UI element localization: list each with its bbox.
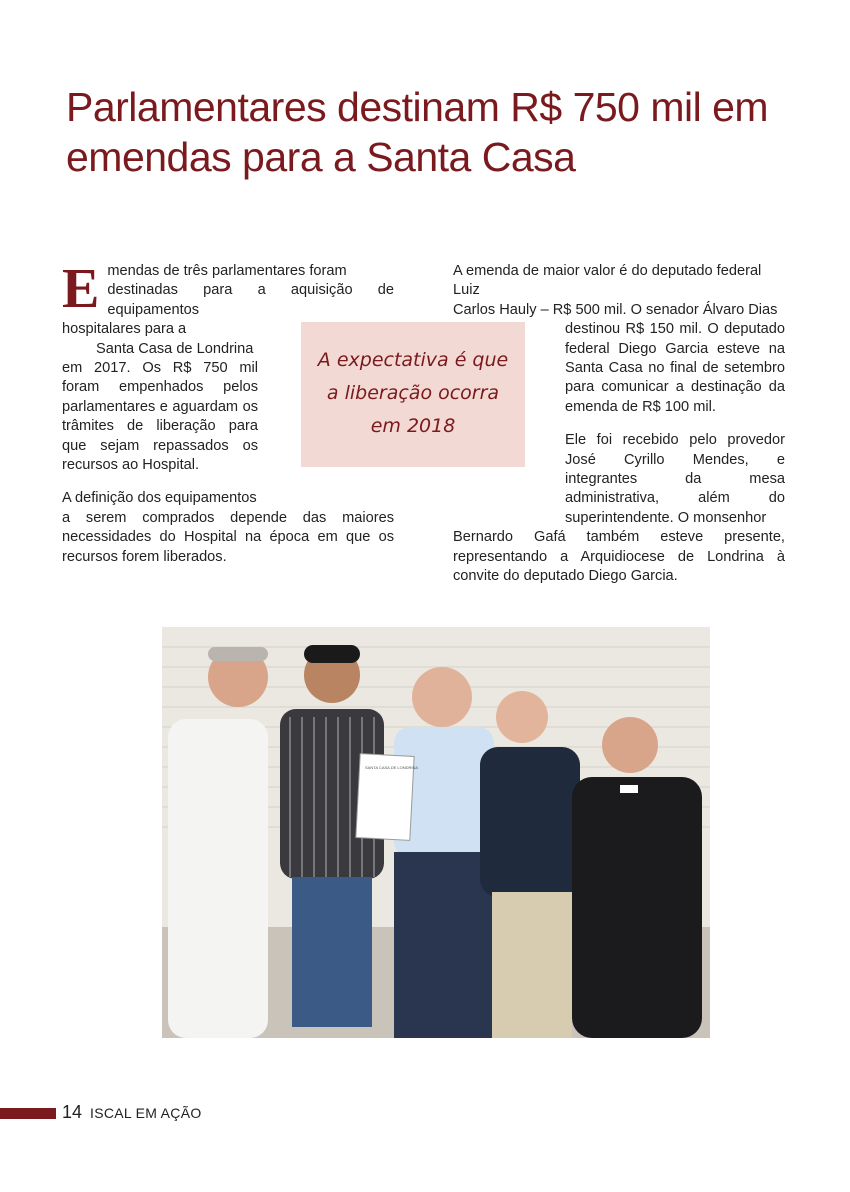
left-p1-line3: hospitalares para a xyxy=(62,321,187,338)
right-p1-line1: A emenda de maior valor é do deputado federal Luiz xyxy=(453,263,762,299)
footer-brand: ISCAL EM AÇÃO xyxy=(90,1105,202,1121)
left-p1-line1: mendas de três parlamentares foram xyxy=(107,263,347,279)
right-p1-line2: Carlos Hauly – R$ 500 mil. O senador Álvaro Dias xyxy=(453,301,778,318)
page-number: 14 xyxy=(62,1102,83,1122)
group-photo-illustration xyxy=(162,627,710,1038)
right-paragraph-2: Ele foi recebido pelo provedor José Cyrillo Mendes, e integrantes da mesa administrativa, além do superintendente. O monsenhor xyxy=(565,432,785,526)
left-paragraph-2: a serem comprados depende das maiores necessidades do Hospital na época em que os recursos forem liberados. xyxy=(62,509,394,565)
document-label: SANTA CASA DE LONDRINA xyxy=(365,765,419,770)
article-title: Parlamentares destinam R$ 750 mil em emendas para a Santa Casa xyxy=(66,84,769,180)
group-photo xyxy=(162,627,710,1038)
pull-quote: A expectativa é que a liberação ocorra em 2018 xyxy=(301,322,525,467)
right-paragraph-2-rest: Bernardo Gafá também esteve presente, representando a Arquidiocese de Londrina à convite do deputado Diego Garcia. xyxy=(453,529,785,585)
drop-cap: E xyxy=(62,258,100,320)
left-p1-line4: Santa Casa de Londrina xyxy=(96,340,254,357)
left-p1-line2: destinadas para a aquisição de equipamentos xyxy=(107,282,394,318)
left-paragraph-1-rest: em 2017. Os R$ 750 mil foram empenhados pelos parlamentares e aguardam os trâmites de liberação para que sejam repassados os recursos ao Hospital. xyxy=(62,360,258,474)
right-column xyxy=(453,262,785,587)
right-paragraph-1-rest: destinou R$ 150 mil. O deputado federal Diego Garcia esteve na Santa Casa no final de setembro para comunicar a destinação da emenda de R$ 100 mil. xyxy=(565,321,785,415)
left-p2-line1: A definição dos equipamentos xyxy=(62,490,257,507)
footer-accent-bar xyxy=(0,1108,56,1119)
